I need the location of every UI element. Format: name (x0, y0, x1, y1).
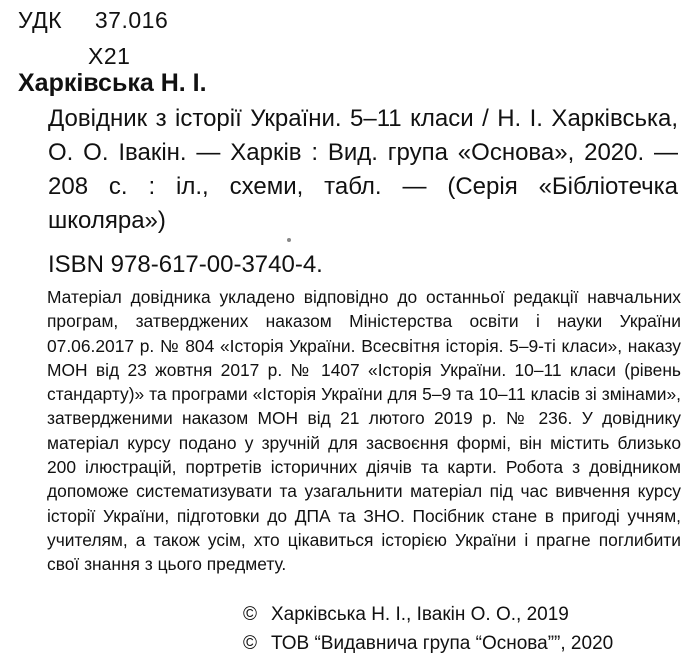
copyright-icon: © (243, 633, 257, 654)
copyright-icon: © (243, 604, 257, 625)
copyright-publisher-text: ТОВ “Видавнича група “Основа””, 2020 (271, 633, 614, 654)
copyright-authors-text: Харківська Н. І., Івакін О. О., 2019 (271, 604, 569, 625)
udk-code (18, 6, 168, 34)
bibliographic-description: Довідник з історії України. 5–11 класи / Н. І. Харківська, О. О. Івакін. — Харків : Вид. група «Основа», 2020. — 208 с. : іл., схеми, табл. — (Серія «Бібліотечка школяра») (48, 105, 678, 234)
udk-value: 37.016 (94, 7, 169, 33)
udk-label: УДК (18, 7, 63, 33)
copyright-authors (243, 603, 569, 627)
isbn: ISBN 978-617-00-3740-4. (48, 251, 323, 278)
annotation-text: Матеріал довідника укладено відповідно до останньої редакції навчальних програм, затверджених наказом Міністерства освіти і науки України 07.06.2017 р. № 804 «Історія України. Всесвітня історія. 5–9-ті класи», наказу МОН від 23 жовтня 2017 р. № 1407 «Історія України. 10–11 класи (рівень стандарту)» та програми «Історія України для 5–9 та 10–11 класів зі змінами», затвердженими наказом МОН від 21 лютого 2019 р. № 236. У довіднику матеріал курсу подано у зручній для засвоєння формі, він містить близько 200 ілюстрацій, портретів історичних діячів та карти. Робота з довідником допоможе систематизувати та узагальнити матеріал під час вивчення курсу історії України, підготовки до ДПА та ЗНО. Посібник стане в пригоді учням, учителям, а також усім, хто цікавиться історією України і прагне поглибити свої знання з цього предмету. (47, 287, 681, 575)
annotation (47, 285, 681, 577)
author-sign: Х21 (88, 43, 131, 69)
print-speck (287, 238, 291, 242)
copyright-publisher (243, 632, 613, 656)
author-heading: Харківська Н. І. (18, 69, 207, 97)
